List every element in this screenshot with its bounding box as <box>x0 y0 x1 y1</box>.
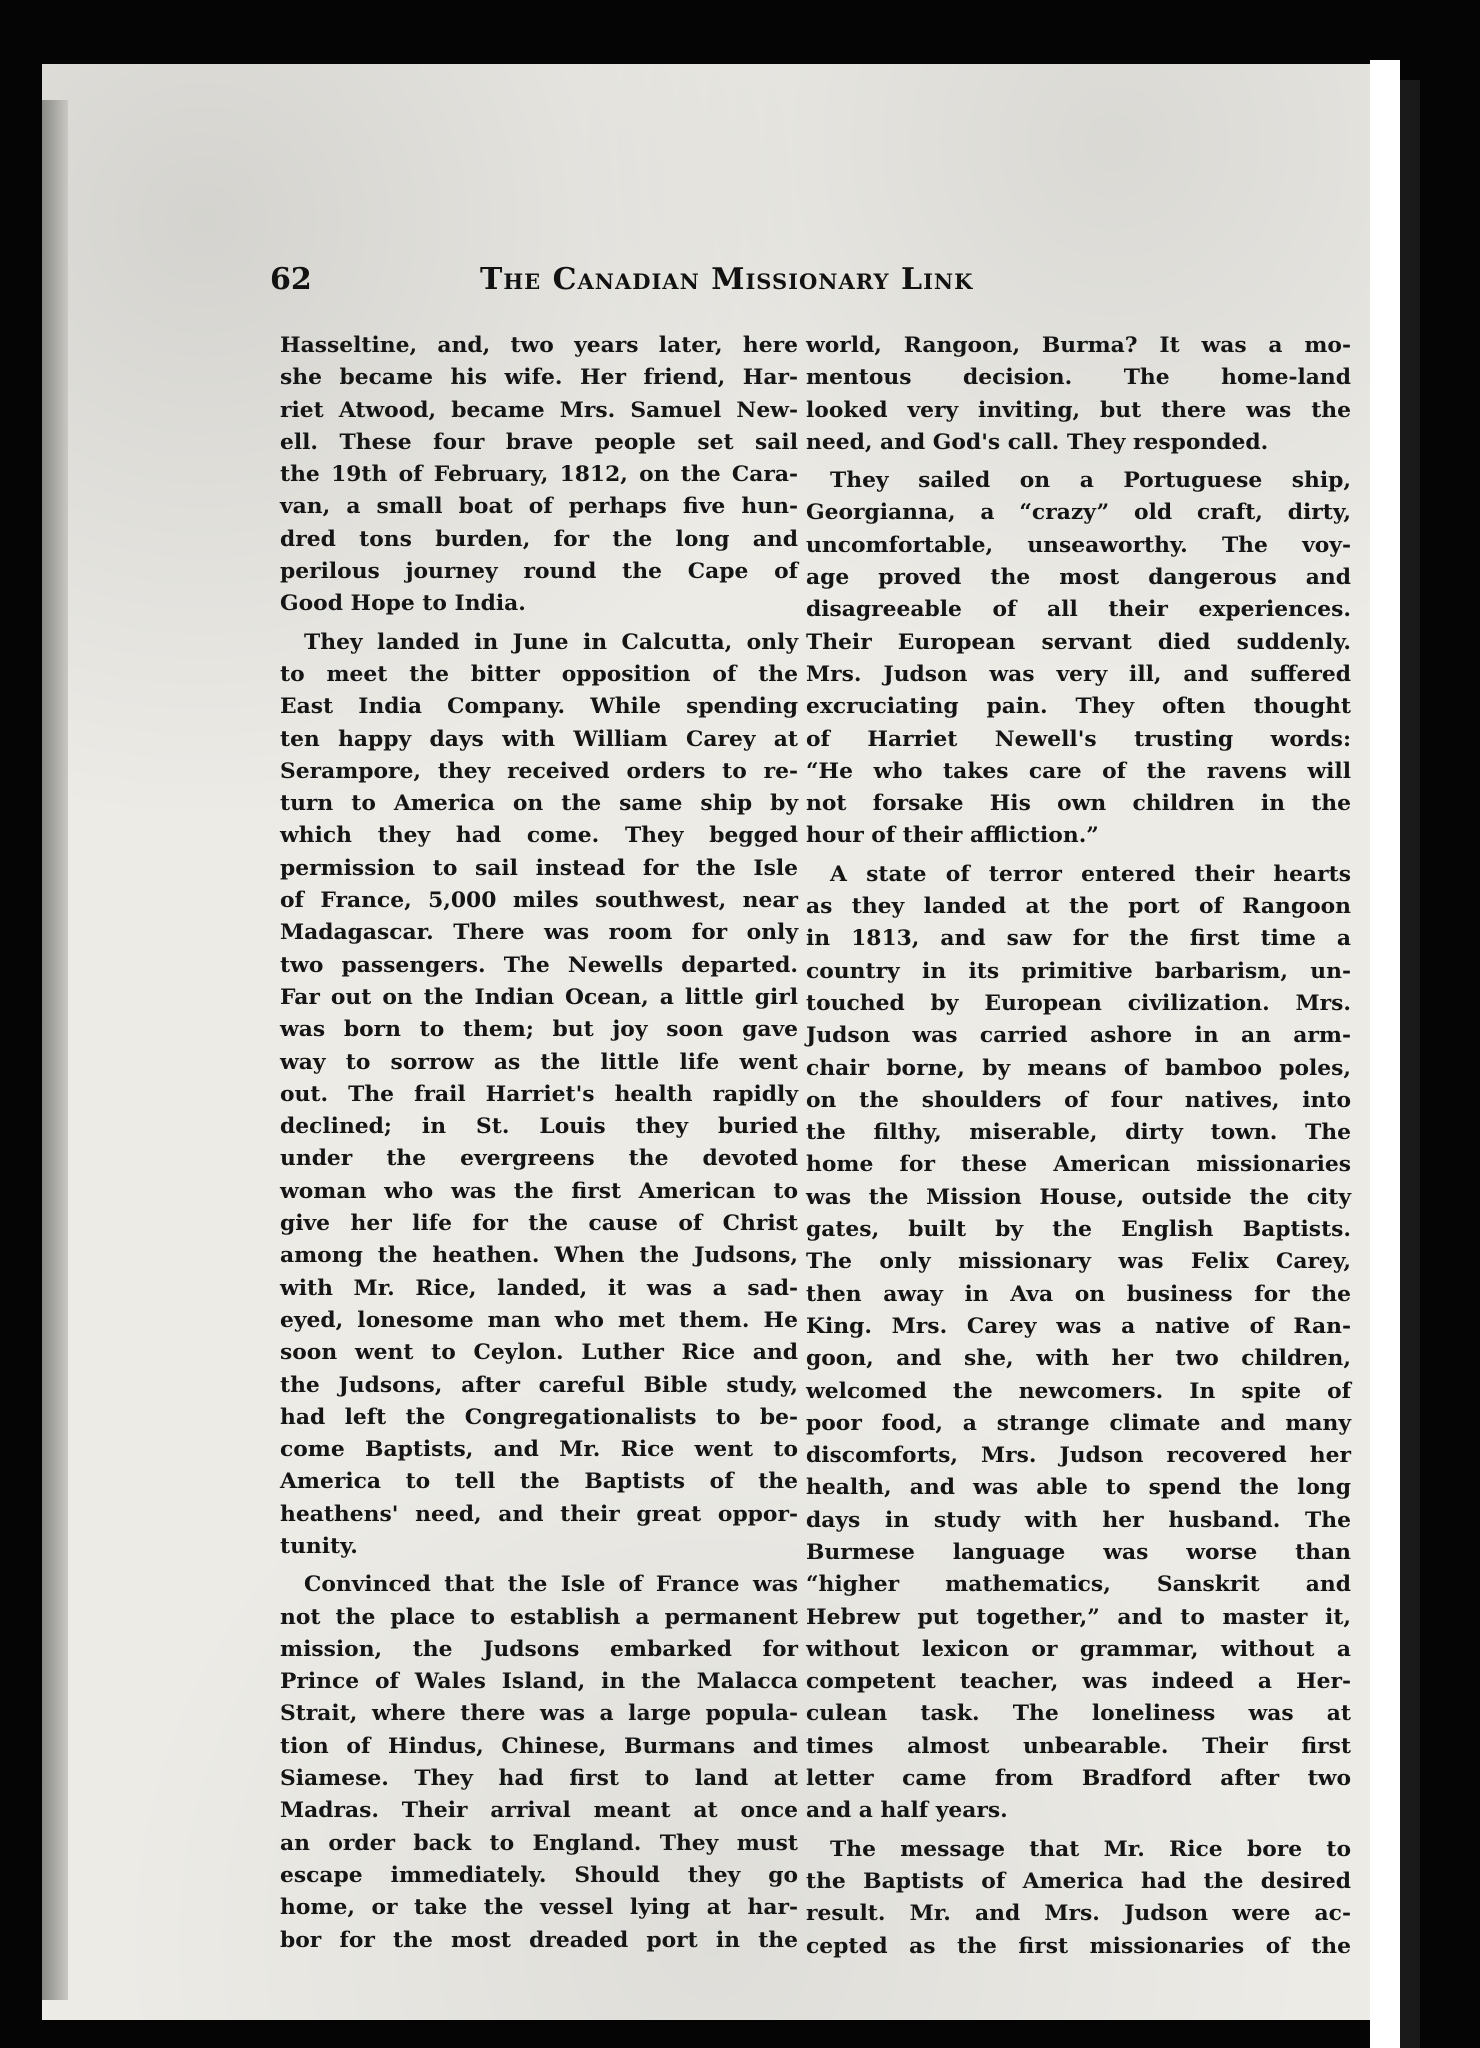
text-line: the Judsons, after careful Bible study, <box>280 1372 798 1398</box>
text-line: Far out on the Indian Ocean, a little girl <box>280 984 798 1010</box>
text-line: dred tons burden, for the long and <box>280 526 798 552</box>
text-line: cepted as the first missionaries of the <box>806 1933 1351 1959</box>
text-line: touched by European civilization. Mrs. <box>806 990 1351 1016</box>
text-line: “He who takes care of the ravens will <box>806 758 1351 784</box>
right-text-column <box>806 330 1351 1963</box>
text-line: East India Company. While spending <box>280 694 798 720</box>
text-line: Prince of Wales Island, in the Malacca <box>280 1669 798 1695</box>
text-line: tion of Hindus, Chinese, Burmans and <box>280 1733 798 1759</box>
text-line: result. Mr. and Mrs. Judson were ac- <box>806 1901 1351 1927</box>
text-line: of Harriet Newell's trusting words: <box>806 726 1351 752</box>
text-line: looked very inviting, but there was the <box>806 397 1351 423</box>
text-line: declined; in St. Louis they buried <box>280 1114 798 1140</box>
text-line: letter came from Bradford after two <box>806 1766 1351 1792</box>
text-line: Mrs. Judson was very ill, and suffered <box>806 661 1351 687</box>
text-line: goon, and she, with her two children, <box>806 1346 1351 1372</box>
text-line: of France, 5,000 miles southwest, near <box>280 888 798 914</box>
text-line: among the heathen. When the Judsons, <box>280 1243 798 1269</box>
text-line: and a half years. <box>806 1798 1008 1824</box>
text-line: was born to them; but joy soon gave <box>280 1017 798 1043</box>
text-line: two passengers. The Newells departed. <box>280 952 798 978</box>
text-line: the filthy, miserable, dirty town. The <box>806 1120 1351 1146</box>
text-line: uncomfortable, unseaworthy. The voy- <box>806 532 1351 558</box>
text-line: to meet the bitter opposition of the <box>280 661 798 687</box>
text-line: Serampore, they received orders to re- <box>280 758 798 784</box>
text-line: which they had come. They begged <box>280 823 798 849</box>
text-line: hour of their affliction.” <box>806 823 1099 849</box>
text-line: ten happy days with William Carey at <box>280 726 798 752</box>
binding-edge <box>42 100 68 2000</box>
text-line: had left the Congregationalists to be- <box>280 1404 798 1430</box>
text-line: They landed in June in Calcutta, only <box>304 629 798 655</box>
text-line: culean task. The loneliness was at <box>806 1701 1351 1727</box>
text-line: health, and was able to spend the long <box>806 1475 1351 1501</box>
text-line: The message that Mr. Rice bore to <box>830 1836 1351 1862</box>
text-line: welcomed the newcomers. In spite of <box>806 1378 1351 1404</box>
right-gutter <box>1370 60 1400 2048</box>
text-line: times almost unbearable. Their first <box>806 1733 1351 1759</box>
text-line: with Mr. Rice, landed, it was a sad- <box>280 1275 798 1301</box>
text-line: in 1813, and saw for the first time a <box>806 926 1351 952</box>
text-line: an order back to England. They must <box>280 1830 798 1856</box>
text-line: King. Mrs. Carey was a native of Ran- <box>806 1313 1351 1339</box>
text-line: gates, built by the English Baptists. <box>806 1217 1351 1243</box>
text-line: escape immediately. Should they go <box>280 1862 798 1888</box>
text-line: ell. These four brave people set sail <box>280 429 798 455</box>
right-page-edge <box>1400 80 1420 2048</box>
text-line: soon went to Ceylon. Luther Rice and <box>280 1340 798 1366</box>
text-line: poor food, a strange climate and many <box>806 1410 1351 1436</box>
text-line: Judson was carried ashore in an arm- <box>806 1023 1351 1049</box>
text-line: Hebrew put together,” and to master it, <box>806 1604 1351 1630</box>
text-line: Burmese language was worse than <box>806 1539 1351 1565</box>
text-line: They sailed on a Portuguese ship, <box>830 468 1351 494</box>
running-title: The Canadian Missionary Link <box>480 262 974 297</box>
text-line: America to tell the Baptists of the <box>280 1469 798 1495</box>
text-line: Good Hope to India. <box>280 591 526 617</box>
text-line: Convinced that the Isle of France was <box>304 1572 798 1598</box>
text-line: discomforts, Mrs. Judson recovered her <box>806 1443 1351 1469</box>
text-line: home, or take the vessel lying at har- <box>280 1895 798 1921</box>
text-line: bor for the most dreaded port in the <box>280 1927 798 1953</box>
text-line: age proved the most dangerous and <box>806 565 1351 591</box>
text-line: heathens' need, and their great oppor- <box>280 1501 798 1527</box>
text-line: van, a small boat of perhaps five hun- <box>280 494 798 520</box>
left-text-column <box>280 330 798 1957</box>
text-line: mission, the Judsons embarked for <box>280 1636 798 1662</box>
text-line: Madagascar. There was room for only <box>280 920 798 946</box>
text-line: then away in Ava on business for the <box>806 1281 1351 1307</box>
text-line: Strait, where there was a large popula- <box>280 1701 798 1727</box>
text-line: disagreeable of all their experiences. <box>806 597 1351 623</box>
text-line: woman who was the first American to <box>280 1178 798 1204</box>
text-line: on the shoulders of four natives, into <box>806 1087 1351 1113</box>
text-line: eyed, lonesome man who met them. He <box>280 1307 798 1333</box>
text-line: not the place to establish a permanent <box>280 1604 798 1630</box>
text-line: come Baptists, and Mr. Rice went to <box>280 1437 798 1463</box>
text-line: Madras. Their arrival meant at once <box>280 1798 798 1824</box>
text-line: “higher mathematics, Sanskrit and <box>806 1572 1351 1598</box>
text-line: turn to America on the same ship by <box>280 791 798 817</box>
text-line: riet Atwood, became Mrs. Samuel New- <box>280 397 798 423</box>
text-line: the 19th of February, 1812, on the Cara- <box>280 462 798 488</box>
text-line: country in its primitive barbarism, un- <box>806 958 1351 984</box>
text-line: need, and God's call. They responded. <box>806 429 1269 455</box>
text-line: excruciating pain. They often thought <box>806 694 1351 720</box>
text-line: the Baptists of America had the desired <box>806 1868 1351 1894</box>
text-line: not forsake His own children in the <box>806 791 1351 817</box>
text-line: way to sorrow as the little life went <box>280 1049 798 1075</box>
text-line: out. The frail Harriet's health rapidly <box>280 1081 798 1107</box>
text-line: The only missionary was Felix Carey, <box>806 1249 1351 1275</box>
text-line: perilous journey round the Cape of <box>280 559 798 585</box>
text-line: competent teacher, was indeed a Her- <box>806 1669 1351 1695</box>
text-line: days in study with her husband. The <box>806 1507 1351 1533</box>
page-header <box>270 262 1350 312</box>
text-line: as they landed at the port of Rangoon <box>806 894 1351 920</box>
text-line: Siamese. They had first to land at <box>280 1766 798 1792</box>
text-line: was the Mission House, outside the city <box>806 1184 1351 1210</box>
text-line: mentous decision. The home-land <box>806 365 1351 391</box>
text-line: give her life for the cause of Christ <box>280 1211 798 1237</box>
text-line: tunity. <box>280 1533 358 1559</box>
page-number: 62 <box>270 262 312 297</box>
text-line: she became his wife. Her friend, Har- <box>280 365 798 391</box>
text-line: world, Rangoon, Burma? It was a mo- <box>806 333 1351 358</box>
text-line: Georgianna, a “crazy” old craft, dirty, <box>806 500 1351 526</box>
text-line: Their European servant died suddenly. <box>806 629 1351 655</box>
text-line: Hasseltine, and, two years later, here <box>280 333 798 358</box>
text-line: chair borne, by means of bamboo poles, <box>806 1055 1351 1081</box>
text-line: without lexicon or grammar, without a <box>806 1636 1351 1662</box>
text-line: home for these American missionaries <box>806 1152 1351 1178</box>
text-line: A state of terror entered their hearts <box>830 861 1351 887</box>
text-line: permission to sail instead for the Isle <box>280 855 798 881</box>
text-line: under the evergreens the devoted <box>280 1146 798 1172</box>
